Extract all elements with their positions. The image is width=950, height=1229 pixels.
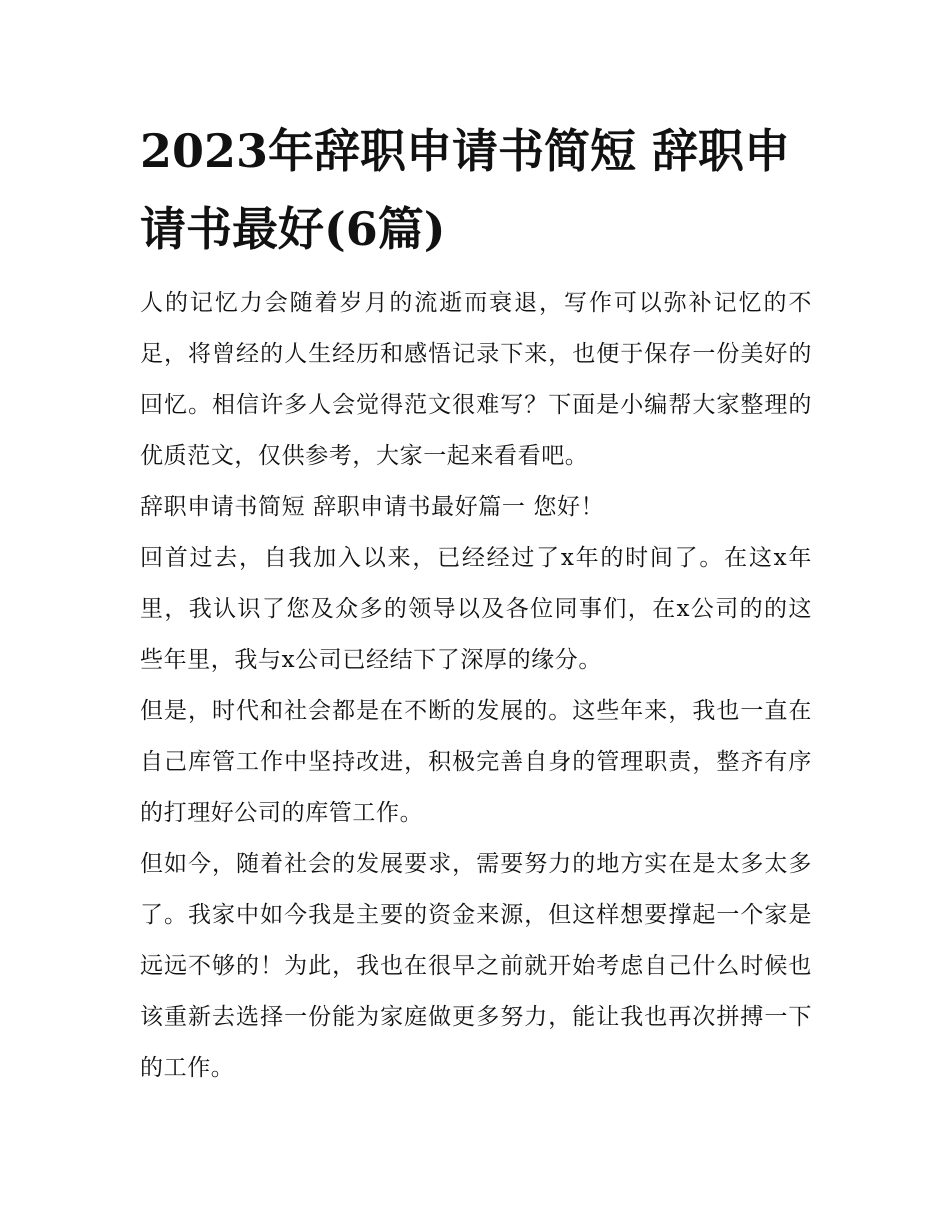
paragraph-development: 但是，时代和社会都是在不断的发展的。这些年来，我也一直在自己库管工作中坚持改进，积极完善自身的管理职责，整齐有序的打理好公司的库管工作。 — [140, 698, 812, 826]
paragraph-section-heading: 辞职申请书简短 辞职申请书最好篇一 您好！ — [140, 494, 605, 520]
paragraph-look-back: 回首过去，自我加入以来，已经经过了x年的时间了。在这x年里，我认识了您及众多的领导以及各位同事们，在x公司的的这些年里，我与x公司已经结下了深厚的缘分。 — [140, 545, 812, 673]
paragraph-intro: 人的记忆力会随着岁月的流逝而衰退，写作可以弥补记忆的不足，将曾经的人生经历和感悟记录下来，也便于保存一份美好的回忆。相信许多人会觉得范文很难写？下面是小编帮大家整理的优质范文，仅供参考，大家一起来看看吧。 — [140, 290, 812, 469]
document-body — [140, 278, 812, 1094]
document-title: 2023年辞职申请书简短 辞职申请书最好(6篇) — [140, 124, 791, 256]
paragraph-family-reason: 但如今，随着社会的发展要求，需要努力的地方实在是太多太多了。我家中如今我是主要的资金来源，但这样想要撑起一个家是远远不够的！为此，我也在很早之前就开始考虑自己什么时候也该重新去选择一份能为家庭做更多努力，能让我也再次拼搏一下的工作。 — [140, 851, 812, 1081]
